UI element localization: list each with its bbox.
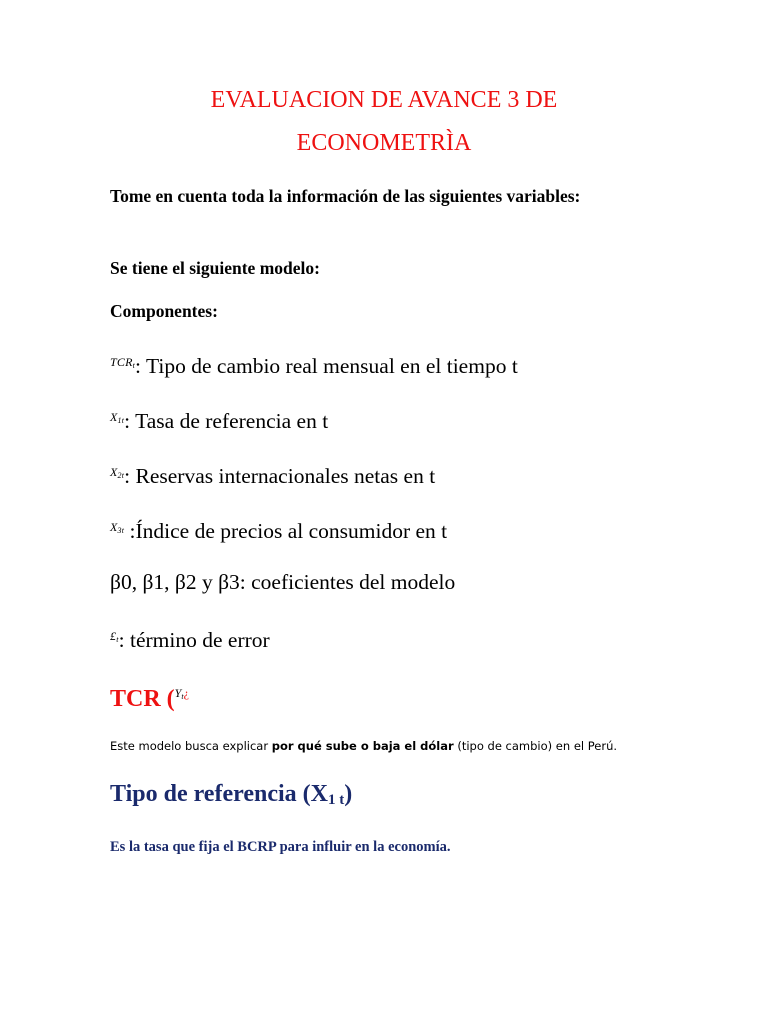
document-title-line-2: ECONOMETRÌA: [296, 130, 472, 156]
x2-symbol: X2t: [110, 465, 125, 480]
component-text: : Tipo de cambio real mensual en el tiempo t: [135, 354, 518, 378]
reference-rate-paragraph: Es la tasa que fija el BCRP para influir en la economía.: [110, 839, 451, 855]
component-text: β0, β1, β2 y β3: coeficientes del modelo: [110, 570, 456, 594]
model-line: Se tiene el siguiente modelo:: [110, 258, 320, 278]
reference-rate-heading: Tipo de referencia (X1 t): [110, 781, 353, 808]
x3-symbol: X3t: [110, 520, 125, 535]
component-text: : Tasa de referencia en t: [124, 409, 329, 433]
component-tcr: [110, 347, 518, 381]
component-error: [110, 621, 270, 655]
tcr-heading-symbol: Yt¿: [174, 686, 189, 701]
error-symbol: £t: [110, 629, 119, 644]
intro-paragraph: Tome en cuenta toda la información de las siguientes variables:: [110, 186, 581, 206]
component-text: : término de error: [118, 628, 270, 652]
tcr-symbol: TCRt: [110, 355, 136, 370]
component-betas: [110, 567, 455, 597]
components-label: Componentes:: [110, 301, 218, 321]
tcr-heading: TCR ($^{Y_t¿}$: [110, 686, 189, 712]
component-x3: [110, 512, 447, 546]
tcr-paragraph: Este modelo busca explicar por qué sube o baja el dólar (tipo de cambio) en el Perú.: [110, 739, 618, 753]
component-text: :Índice de precios al consumidor en t: [124, 519, 448, 543]
component-x1: [110, 402, 328, 436]
x1-symbol: X1t: [110, 410, 125, 425]
component-x2: [110, 457, 435, 491]
document-title-line-1: EVALUACION DE AVANCE 3 DE: [210, 87, 558, 113]
component-text: : Reservas internacionales netas en t: [124, 464, 436, 488]
